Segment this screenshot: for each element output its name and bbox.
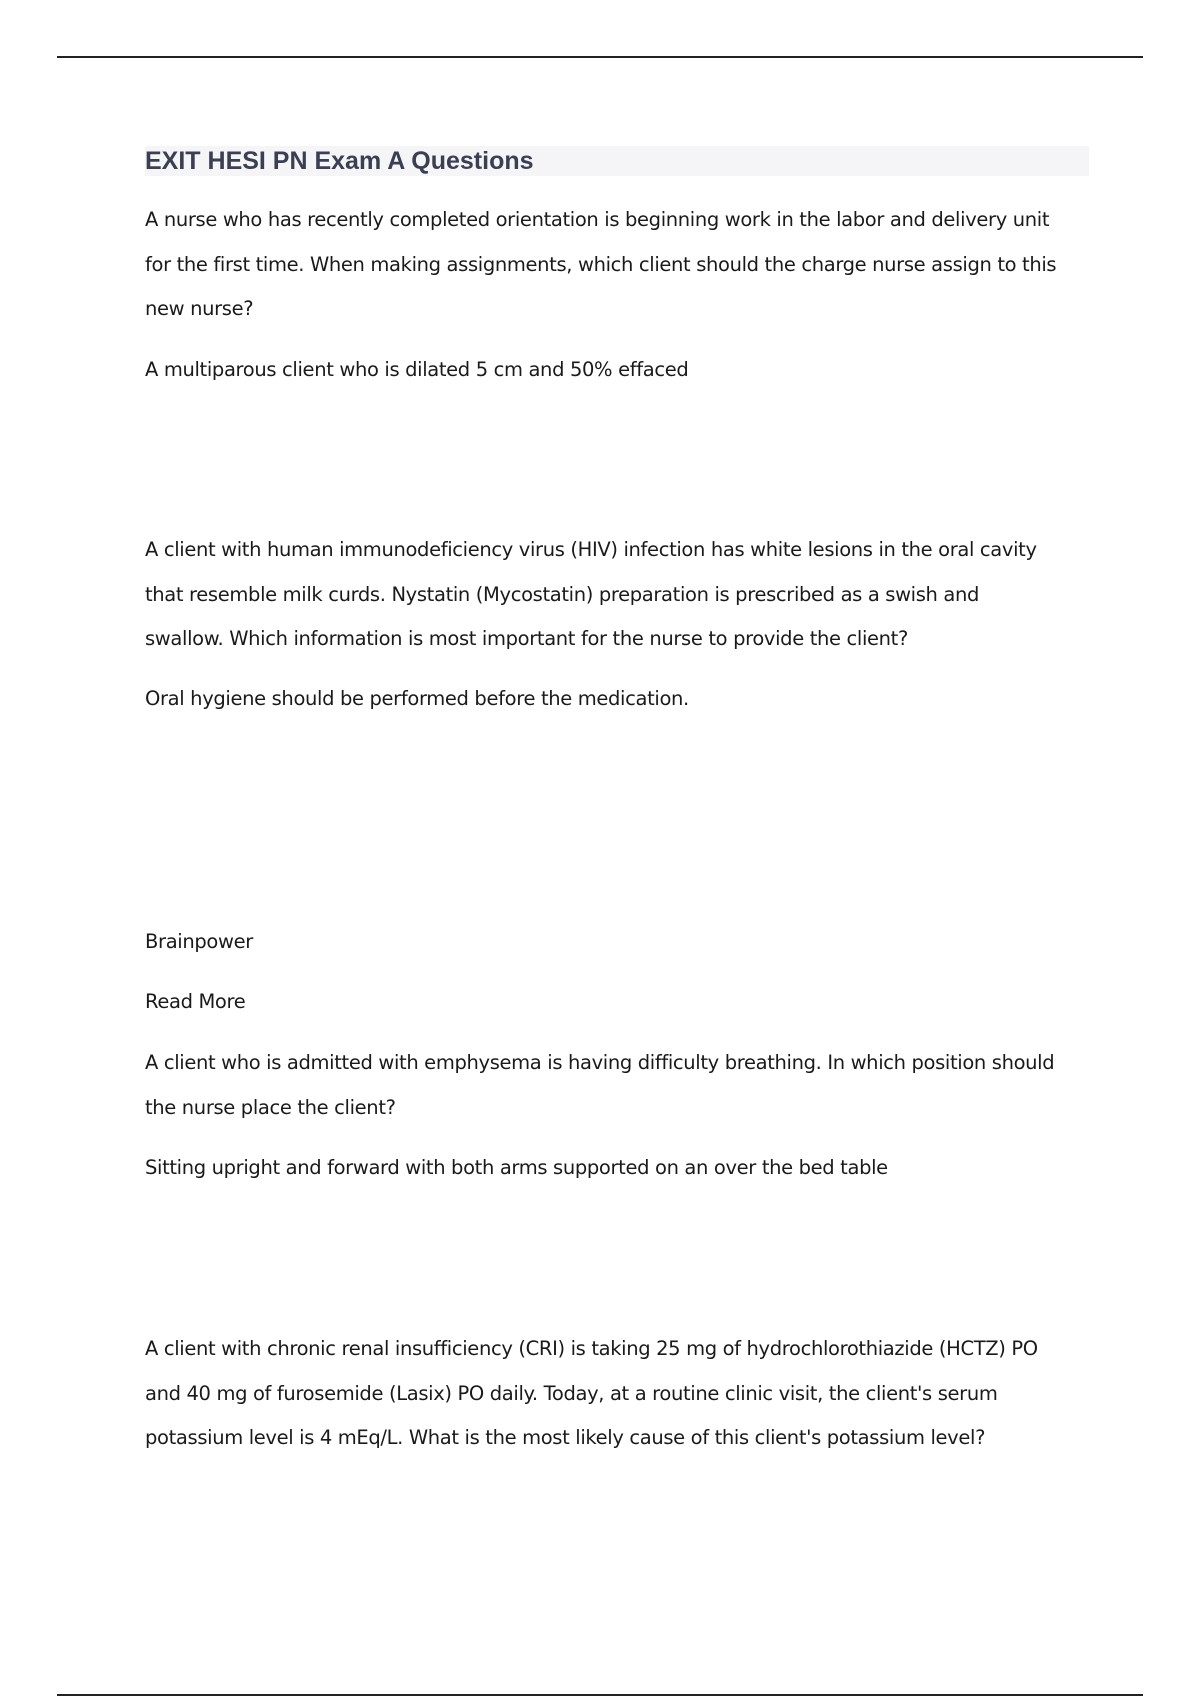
question-2-line: A client with human immunodeficiency virus (HIV) infection has white lesions in the oral cavity <box>145 538 1037 561</box>
document-title: EXIT HESI PN Exam A Questions <box>145 147 534 175</box>
read-more-link[interactable] <box>145 980 1095 1025</box>
answer-2 <box>145 677 1095 722</box>
brand-label <box>145 920 1095 965</box>
question-1 <box>145 198 1095 332</box>
answer-1 <box>145 348 1095 393</box>
question-3 <box>145 1041 1095 1130</box>
question-4 <box>145 1327 1095 1461</box>
brand-text: Brainpower <box>145 930 253 953</box>
question-4-line: A client with chronic renal insufficiency (CRI) is taking 25 mg of hydrochlorothiazide (HCTZ) PO <box>145 1337 1038 1360</box>
question-1-line: for the first time. When making assignments, which client should the charge nurse assign to this <box>145 252 1057 276</box>
question-1-line: new nurse? <box>145 297 254 320</box>
question-3-line: the nurse place the client? <box>145 1095 396 1119</box>
question-3-line: A client who is admitted with emphysema is having difficulty breathing. In which position should <box>145 1051 1055 1074</box>
question-2-line: swallow. Which information is most important for the nurse to provide the client? <box>145 627 908 650</box>
bottom-rule <box>57 1694 1143 1696</box>
question-4-line: potassium level is 4 mEq/L. What is the most likely cause of this client's potassium level? <box>145 1426 986 1449</box>
question-1-line: A nurse who has recently completed orientation is beginning work in the labor and delivery unit <box>145 208 1050 231</box>
top-rule <box>57 56 1143 58</box>
answer-2-text: Oral hygiene should be performed before the medication. <box>145 687 689 710</box>
answer-1-text: A multiparous client who is dilated 5 cm and 50% effaced <box>145 358 689 381</box>
question-2 <box>145 528 1095 662</box>
question-4-line: and 40 mg of furosemide (Lasix) PO daily. Today, at a routine clinic visit, the client's serum <box>145 1381 998 1405</box>
answer-3-text: Sitting upright and forward with both arms supported on an over the bed table <box>145 1156 888 1179</box>
answer-3 <box>145 1146 1095 1191</box>
read-more-text[interactable]: Read More <box>145 990 246 1013</box>
question-2-line: that resemble milk curds. Nystatin (Mycostatin) preparation is prescribed as a swish and <box>145 582 980 606</box>
